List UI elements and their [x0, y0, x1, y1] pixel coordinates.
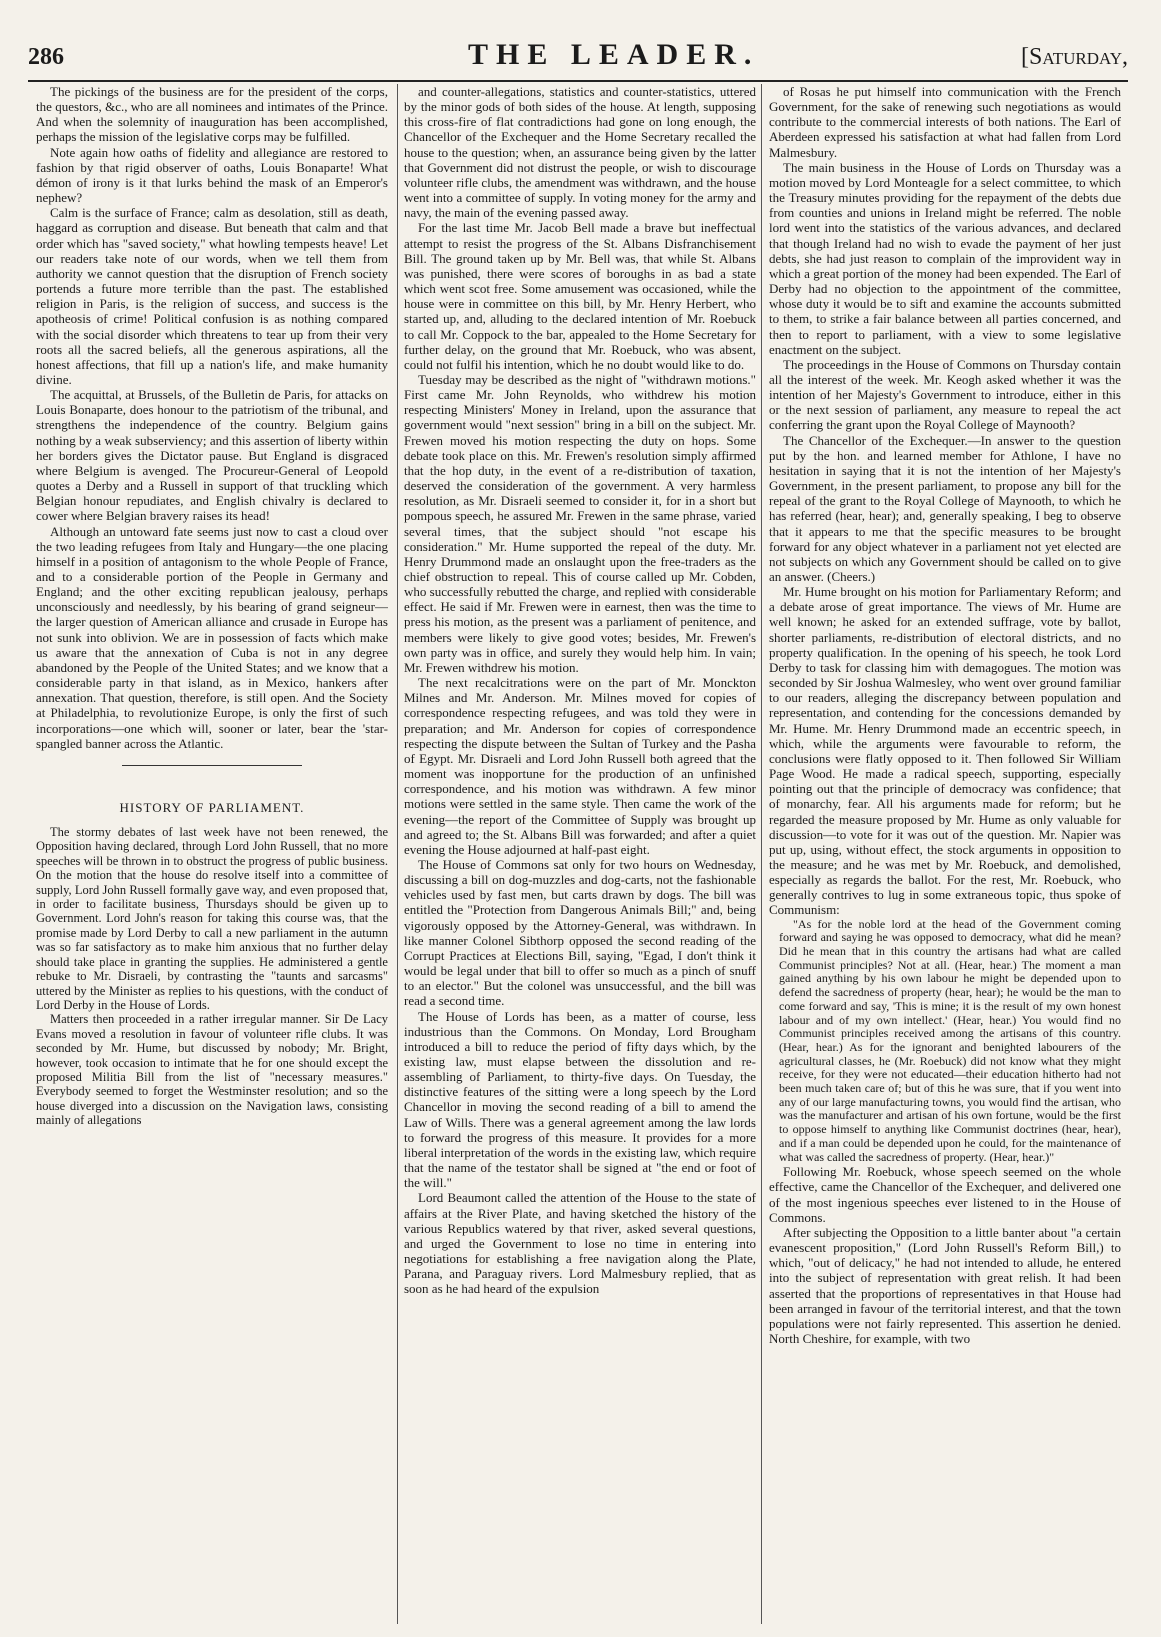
- paragraph: The next recalcitrations were on the part of Mr. Monckton Milnes and Mr. Anderson. Mr. Milnes moved for copies of correspondence respecting refugees, and was told they were in preparation; and Mr. Anderson for copies of correspondence respecting the dispute between the Sultan of Turkey and the Pasha of Egypt. Mr. Disraeli and Lord John Russell both agreed that the moment was inopportune for the production of an unfinished correspondence, and his motion was withdrawn. A few minor motions were settled in the same style. Then came the work of the evening—the report of the Committee of Supply was brought up and agreed to; the St. Albans Bill was forwarded; and after a quiet evening the House adjourned at half-past eight.: [404, 675, 756, 857]
- paragraph: The House of Lords has been, as a matter of course, less industrious than the Commons. On Monday, Lord Brougham introduced a bill to reduce the period of fifty days which, by the existing law, must elapse between the dissolution and re-assembling of Parliament, to thirty-five days. On Tuesday, the distinctive features of the sitting were a long speech by the Lord Chancellor in moving the second reading of a bill to amend the Law of Wills. There was a general agreement among the law lords to forward the progress of this measure. It provides for a more liberal interpretation of the words in the existing law, which require that the name of the testator shall be signed at "the end or foot of the will.": [404, 1008, 756, 1191]
- paragraph: The House of Commons sat only for two hours on Wednesday, discussing a bill on dog-muzzles and dog-carts, not the fashionable vehicles used by fast men, but carts drawn by dogs. The bill was entitled the "Protection from Dangerous Animals Bill;" and, being vigorously opposed by the Attorney-General, was withdrawn. In like manner Colonel Sibthorp opposed the second reading of the Corrupt Practices at Elections Bill, saying, "Egad, I don't think it would be legal under that bill to offer so much as a pinch of snuff to an elector." But the colonel was unsuccessful, and the bill was read a second time.: [404, 856, 756, 1009]
- paragraph: Lord Beaumont called the attention of the House to the state of affairs at the River Plate, and having sketched the history of the various Republics watered by that river, asked several questions, and urged the Government to lose no time in entering into negotiations for establishing a free navigation along the Plate, Parana, and Paraguay rivers. Lord Malmesbury replied, that as soon as he had heard of the expulsion: [404, 1190, 756, 1297]
- paragraph: The stormy debates of last week have not been renewed, the Opposition having declared, through Lord John Russell, that no more speeches will be thrown in to obstruct the progress of public business. On the motion that the house do resolve itself into a committee of supply, Lord John Russell formally gave way, and even proposed that, in order to facilitate business, Thursdays should be given up to Government. Lord John's reason for taking this course was, that the promise made by Lord Derby to call a new parliament in the autumn was so far satisfactory as to make him anxious that no further delay should take place in granting the supplies. He administered a gentle rebuke to Mr. Disraeli, by contrasting the "taunts and sarcasms" uttered by the Minister as replies to his questions, with the conduct of Lord Derby in the House of Lords.: [36, 825, 388, 1012]
- header-rule: [28, 80, 1128, 82]
- paragraph: Note again how oaths of fidelity and allegiance are restored to fashion by that rigid observer of oaths, Louis Bonaparte! What démon of irony is it that lurks behind the mask of an Emperor's nephew?: [36, 144, 388, 206]
- paragraph: Tuesday may be described as the night of "withdrawn motions." First came Mr. John Reynolds, who withdrew his motion respecting Ministers' Money in Ireland, upon the assurance that government would "next session" bring in a bill on the subject. Mr. Frewen moved his motion respecting the duty on hops. Some debate took place on this. Mr. Frewen's resolution simply affirmed that the hop duty, in the event of a re-distribution of taxation, deserved the consideration of the government. A very harmless resolution, as Mr. Disraeli seemed to consider it, for in a short but pompous speech, he assured Mr. Frewen in the same phrase, varied several times, that the subject should "not escape his consideration." Mr. Hume supported the repeal of the duty. Mr. Henry Drummond made an onslaught upon the free-traders as the chief obstruction to repeal. This of course called up Mr. Cobden, who successfully rebutted the charge, and replied with considerable effect. He said if Mr. Frewen were in earnest, then was the time to press his motion, as the present was a parliament of penitence, and members were likely to give good votes; besides, Mr. Frewen's own party was in office, and surely they would help him. In vain; Mr. Frewen withdrew his motion.: [404, 371, 756, 675]
- masthead-title: THE LEADER.: [468, 38, 760, 71]
- section-heading: HISTORY OF PARLIAMENT.: [119, 799, 305, 815]
- column-3: [769, 84, 1121, 1624]
- paragraph: of Rosas he put himself into communication with the French Government, for the sake of renewing such negotiations as would contribute to the commercial interests of both nations. The Earl of Aberdeen expressed his satisfaction at what had fallen from Lord Malmesbury.: [769, 84, 1121, 160]
- paragraph: Mr. Hume brought on his motion for Parliamentary Reform; and a debate arose of great importance. The views of Mr. Hume are well known; he asked for an extended suffrage, vote by ballot, shorter parliaments, re-distribution of electoral districts, and no property qualification. In the opening of his speech, he took Lord Derby to task for classing him with demagogues. The motion was seconded by Sir Joshua Walmesley, who went over ground familiar to our readers, alleging the discrepancy between population and representation, and contending for the concessions demanded by Mr. Hume. Mr. Henry Drummond made an eccentric speech, in which, while the arguments were favourable to reform, the conclusions were flatly opposed to it. Then followed Sir William Page Wood. He made a radical speech, supporting, especially pointing out that the principle of democracy was confidence; that of monarchy, fear. All his arguments made for reform; but he regarded the measure proposed by Mr. Hume as only valuable for discussion—to vote for it was out of the question. Mr. Napier was put up, using, without effect, the stock arguments in opposition to the measure; and he was met by Mr. Roebuck, and demolished, especially as regards the ballot. For the rest, Mr. Roebuck, who generally contrives to lug in some extraneous topic, thus spoke of Communism:: [769, 584, 1121, 918]
- paragraph: Following Mr. Roebuck, whose speech seemed on the whole effective, came the Chancellor of the Exchequer, and delivered one of the most ingenious speeches ever listened to in the House of Commons.: [769, 1164, 1121, 1225]
- paragraph: and counter-allegations, statistics and counter-statistics, uttered by the minor gods of both sides of the house. At length, supposing this cross-fire of flat contradictions had gone on long enough, the Chancellor of the Exchequer and the Home Secretary recalled the house to the question; when, an assurance being given by the latter that Government did not distrust the people, or wish to discourage volunteer rifle clubs, the amendment was withdrawn, and the house went into a committee of supply. In voting money for the army and navy, the main of the evening passed away.: [404, 84, 756, 221]
- column-2: [404, 84, 756, 1624]
- column-divider: [761, 84, 762, 1624]
- column-1: [36, 84, 388, 1624]
- paragraph: Matters then proceeded in a rather irregular manner. Sir De Lacy Evans moved a resolution in favour of volunteer rifle clubs. It was seconded by Mr. Hume, but discussed by nobody; Mr. Bright, however, took occasion to intimate that he for one should except the proposed Militia Bill from the list of "necessary measures." Everybody seemed to forget the Westminster resolution; and so the house diverged into a discussion on the Navigation laws, consisting mainly of allegations: [36, 1012, 388, 1128]
- paragraph: The pickings of the business are for the president of the corps, the questors, &c., who are all nominees and intimates of the Prince. And when the solemnity of inauguration has been accomplished, perhaps the mission of the legislative corps may be fulfilled.: [36, 84, 388, 145]
- paragraph: Although an untoward fate seems just now to cast a cloud over the two leading refugees from Italy and Hungary—the one placing himself in a position of antagonism to the whole People of France, and to a considerable portion of the People in Germany and England; and the other exciting republican jealousy, perhaps unconsciously and needlessly, by his bearing of grand seigneur—the larger question of American alliance and crusade in Europe has not sunk into oblivion. We are in possession of facts which make us aware that the annexation of Cuba is not in any degree abandoned by the People of the United States; and we know that a considerable party in that island, as in Mexico, hankers after annexation. That question, therefore, is still open. And the Society at Philadelphia, to revolutionize Europe, is only the first of such incorporations—one which will, sooner or later, bear the 'star-spangled banner across the Atlantic.: [36, 523, 388, 751]
- dateline: [Saturday,: [1020, 44, 1128, 70]
- paragraph: The acquittal, at Brussels, of the Bulletin de Paris, for attacks on Louis Bonaparte, does honour to the patriotism of the tribunal, and strengthens the independence of the country. Belgium gains nothing by a weak subserviency; and this assertion of liberty within her borders gives the Dictator pause. But England is disgraced where Belgium is avenged. The Procureur-General of Leopold quotes a Derby and a Russell in support of that truckling which Belgian honour repudiates, and English chivalry is declared to cower where Belgian bravery raises its head!: [36, 387, 388, 524]
- page-header: [28, 38, 1128, 78]
- column-divider: [397, 84, 398, 1624]
- paragraph: The proceedings in the House of Commons on Thursday contain all the interest of the week. Mr. Keogh asked whether it was the intention of her Majesty's Government to introduce, either in this or the next session of parliament, any measure to repeal the act conferring the grant upon the Royal College of Maynooth?: [769, 356, 1121, 433]
- speech-quote: "As for the noble lord at the head of the Government coming forward and saying he was opposed to democracy, what did he mean? Did he mean that in this country the artisans had what are called Communist principles? Not at all. (Hear, hear.) The moment a man gained anything by his own labour he might be depended upon to defend the sacredness of property (hear, hear); he would be the man to come forward and say, 'This is mine; it is the result of my own honest labour and of my own intellect.' (Hear, hear.) You would find no Communist principles received among the artisans of this country. (Hear, hear.) As for the ignorant and benighted labourers of the agricultural classes, he (Mr. Roebuck) did not know what they might receive, for they were not educated—their education hitherto had not been much taken care of; but of this he was sure, that if you went into any of our large manufacturing towns, you would find the artisan, who was the manufacturer and artisan of his own fortune, would be the first to oppose himself to anything like Communist doctrines (hear, hear), and if a man could be depended upon he could, for the maintenance of what was called the sacredness of property. (Hear, hear.)": [779, 916, 1121, 1164]
- page-number: 286: [28, 44, 64, 70]
- paragraph: The Chancellor of the Exchequer.—In answer to the question put by the hon. and learned member for Athlone, I have no hesitation in saying that it is not the intention of her Majesty's Government, in the present parliament, to propose any bill for the repeal of the grant to the Royal College of Maynooth, to which he has referred (hear, hear); and, generally speaking, I beg to observe that it appears to me that the specific measures to be brought forward for any object whatever in a parliament not yet elected are not subjects on which any Government should be called on to give an answer. (Cheers.): [769, 432, 1121, 584]
- section-divider: [122, 765, 302, 766]
- paragraph: The main business in the House of Lords on Thursday was a motion moved by Lord Monteagle for a select committee, to which the Treasury minutes providing for the repayment of the debts due from counties and unions in Ireland might be referred. The noble lord went into the statistics of the various advances, and declared that though Ireland had no wish to evade the payment of her just debts, she had just reason to complain of the improvident way in which a great portion of the money had been expended. The Earl of Derby had no objection to the appointment of the committee, whose duty it would be to sift and examine the accounts submitted to them, to strike a fair balance between all parties concerned, and then to report to parliament, with a view to some legislative enactment on the subject.: [769, 159, 1121, 357]
- paragraph: For the last time Mr. Jacob Bell made a brave but ineffectual attempt to resist the progress of the St. Albans Disfranchisement Bill. The ground taken up by Mr. Bell was, that while St. Albans was punished, there were scores of boroughs in as bad a state which went scot free. Some amusement was occasioned, while the house were in committee on this bill, by Mr. Henry Herbert, who started up, and, alluding to the declared intention of Mr. Roebuck to call Mr. Coppock to the bar, appealed to the Home Secretary for further delay, on the ground that Mr. Roebuck, who was absent, could not fulfil his intention, which he no doubt would like to do.: [404, 220, 756, 372]
- paragraph: After subjecting the Opposition to a little banter about "a certain evanescent proposition," (Lord John Russell's Reform Bill,) to which, "out of delicacy," he had not intended to allude, he entered into the subject of representation with great relish. It had been asserted that the proportions of representatives in that House had been arranged in favour of the territorial interest, and that the town populations were not fairly represented. This assertion he denied. North Cheshire, for example, with two: [769, 1224, 1121, 1346]
- paragraph: Calm is the surface of France; calm as desolation, still as death, haggard as corruption and disease. But beneath that calm and that order which has "saved society," what howling tempests heave! Let our readers take note of our words, when we tell them from authority we cannot question that the disruption of French society portends a future more terrible than the past. The established religion in Paris, is the religion of success, and success is the apotheosis of crime! Political confusion is as nothing compared with the social disorder which threatens to tear up from their very roots all the sacred beliefs, all the generous aspirations, all the honest affections, that fill up a nation's life, and make humanity divine.: [36, 205, 388, 387]
